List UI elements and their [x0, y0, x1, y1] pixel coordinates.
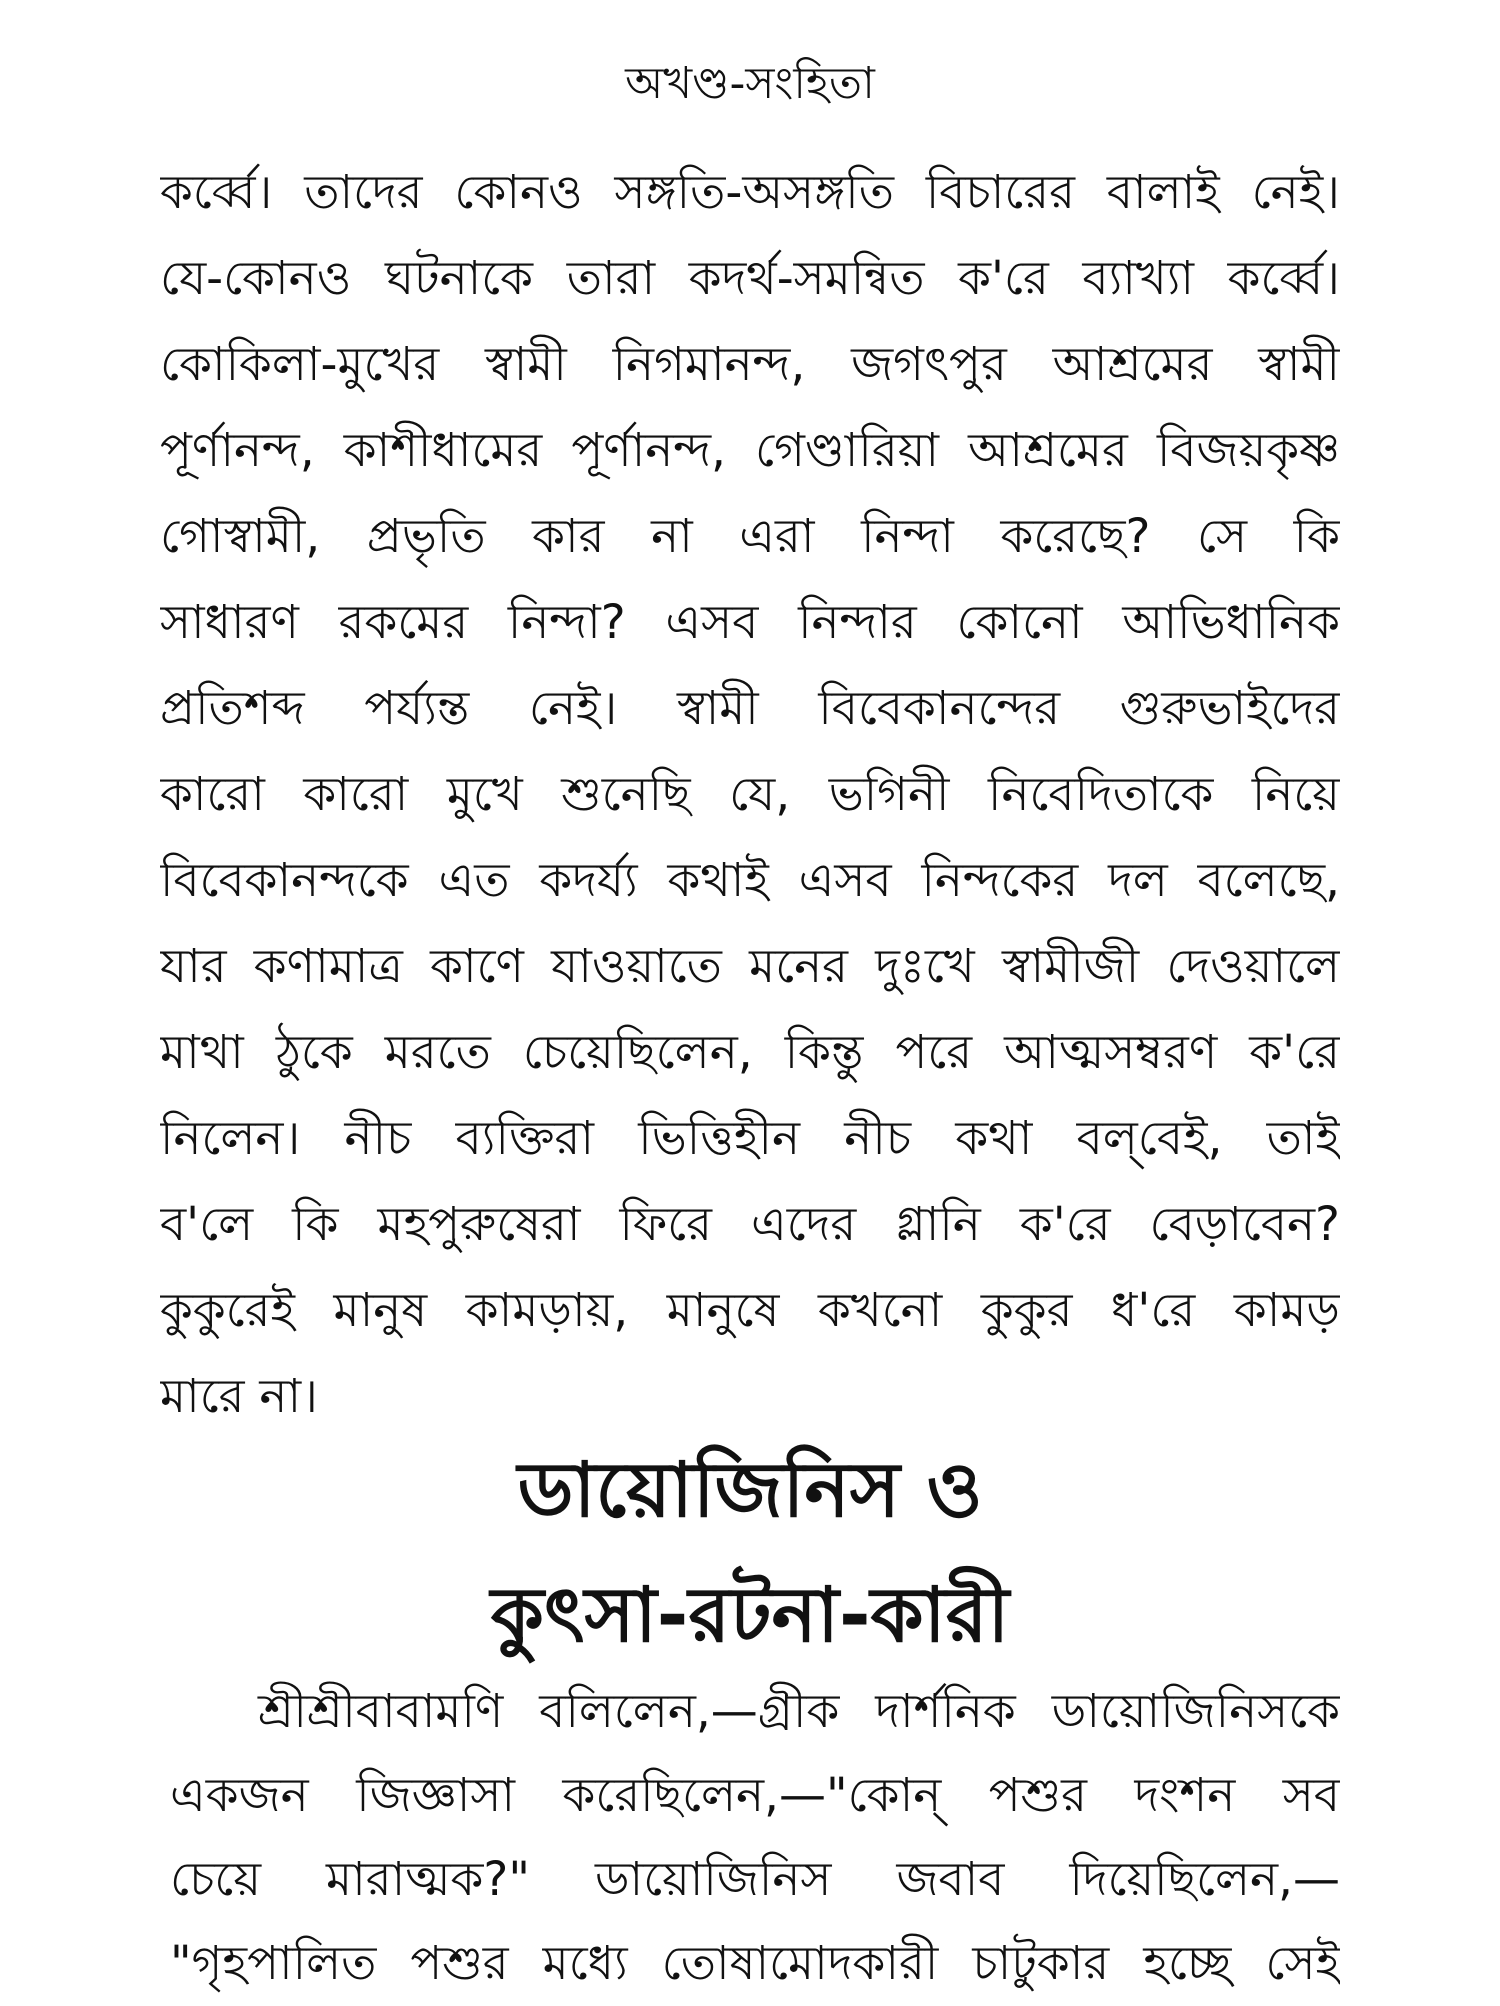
- text-line: ব'লে কি মহপুরুষেরা ফিরে এদের গ্লানি ক'রে বেড়াবেন?: [160, 1197, 1340, 1252]
- text-line: যার কণামাত্র কাণে যাওয়াতে মনের দুঃখে স্বামীজী দেওয়ালে: [160, 939, 1340, 994]
- text-line: চেয়ে মারাত্মক?" ডায়োজিনিস জবাব দিয়েছিলেন,—: [170, 1852, 1340, 1907]
- running-header-title: অখণ্ড-সংহিতা: [625, 58, 875, 109]
- text-line: যে-কোনও ঘটনাকে তারা কদর্থ-সমন্বিত ক'রে ব্যাখ্যা কর্ব্বে।: [160, 251, 1340, 306]
- text-line: কর্ব্বে। তাদের কোনও সঙ্গতি-অসঙ্গতি বিচারের বালাই নেই।: [160, 165, 1340, 220]
- text-line: প্রতিশব্দ পর্য্যন্ত নেই। স্বামী বিবেকানন্দের গুরুভাইদের: [160, 681, 1340, 736]
- text-line: কারো কারো মুখে শুনেছি যে, ভগিনী নিবেদিতাকে নিয়ে: [160, 767, 1340, 822]
- text-line: শ্রীশ্রীবাবামণি বলিলেন,—গ্রীক দার্শনিক ডায়োজিনিসকে: [258, 1684, 1340, 1739]
- text-line: পূর্ণানন্দ, কাশীধামের পূর্ণানন্দ, গেণ্ডারিয়া আশ্রমের বিজয়কৃষ্ণ: [160, 423, 1340, 478]
- text-line: নিলেন। নীচ ব্যক্তিরা ভিত্তিহীন নীচ কথা বল্‌বেই, তাই: [160, 1111, 1340, 1166]
- text-line: কোকিলা-মুখের স্বামী নিগমানন্দ, জগৎপুর আশ্রমের স্বামী: [160, 337, 1340, 392]
- section-heading-line-2: কুৎসা-রটনা-কারী: [490, 1570, 1010, 1659]
- text-line: মারে না।: [160, 1369, 318, 1424]
- paragraph-continuation: [160, 150, 1340, 1440]
- paragraph-new-section: [170, 1670, 1340, 2006]
- text-line: মাথা ঠুকে মরতে চেয়েছিলেন, কিন্তু পরে আত্মসম্বরণ ক'রে: [160, 1025, 1340, 1080]
- text-line: "গৃহপালিত পশুর মধ্যে তোষামোদকারী চাটুকার হচ্ছে সেই: [170, 1936, 1340, 1991]
- section-heading-line-1: ডায়োজিনিস ও: [517, 1445, 983, 1534]
- text-line: সাধারণ রকমের নিন্দা? এসব নিন্দার কোনো আভিধানিক: [160, 595, 1340, 650]
- text-line: কুকুরেই মানুষ কামড়ায়, মানুষে কখনো কুকুর ধ'রে কামড়: [160, 1283, 1340, 1338]
- text-line: বিবেকানন্দকে এত কদর্য্য কথাই এসব নিন্দকের দল বলেছে,: [160, 853, 1340, 908]
- text-line: একজন জিজ্ঞাসা করেছিলেন,—"কোন্‌ পশুর দংশন সব: [170, 1768, 1340, 1823]
- text-line: গোস্বামী, প্রভৃতি কার না এরা নিন্দা করেছে? সে কি: [160, 509, 1340, 564]
